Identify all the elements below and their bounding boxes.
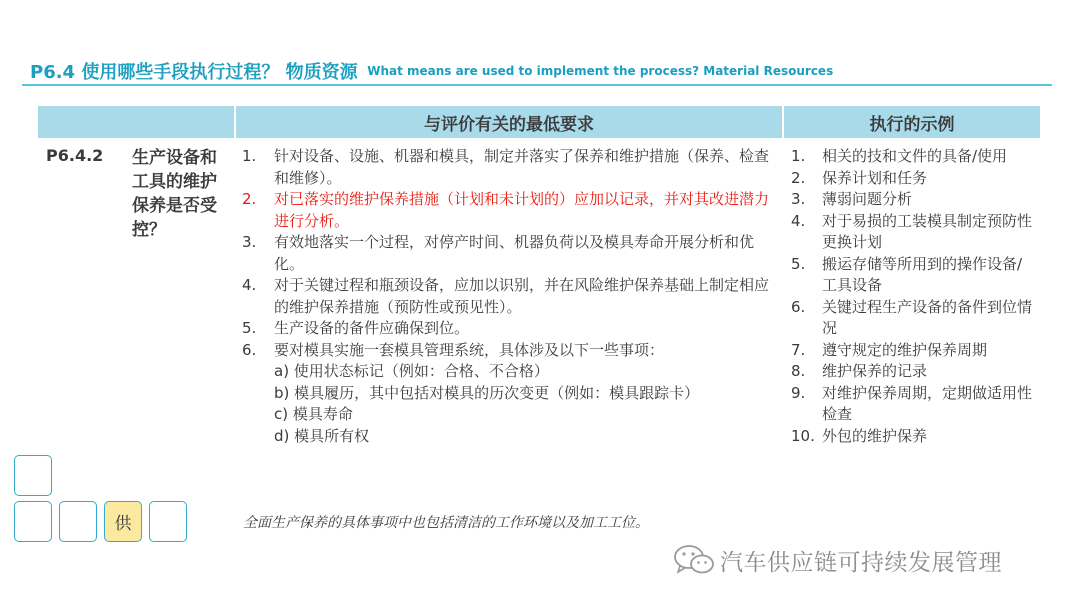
nav-box[interactable] [14,501,52,542]
watermark-text: 汽车供应链可持续发展管理 [720,549,1002,576]
title-divider [22,84,1052,86]
sub-item: c) 模具寿命 [274,405,353,423]
requirement-code: P6.4.2 [46,146,104,165]
example-item [791,297,1037,340]
wechat-icon [672,542,718,578]
item-number: 5. [791,254,806,273]
example-item [791,340,1037,362]
requirement-question: 生产设备和工具的维护保养是否受控？ [132,148,217,240]
item-text: 维护保养的记录 [822,362,928,380]
item-text: 生产设备的备件应确保到位。 [274,319,470,337]
example-item [791,361,1037,383]
title-english: What means are used to implement the process? Material Resources [367,64,834,78]
nav-box-supplier[interactable]: 供 [104,501,142,542]
item-number: 5. [242,319,257,337]
item-number: 3. [791,190,806,208]
nav-box[interactable] [149,501,187,542]
item-text: 对已落实的维护保养措施（计划和未计划的）应加以记录，并对其改进潜力进行分析。 [274,190,770,230]
table-header-left [38,106,234,138]
item-text: 要对模具实施一套模具管理系统，具体涉及以下一些事项： [274,340,665,359]
sub-item: b) 模具履历，其中包括对模具的历次变更（例如：模具跟踪卡） [274,383,700,402]
item-text: 对于易损的工装模具制定预防性更换计划 [822,211,1033,251]
item-text: 外包的维护保养 [822,426,928,445]
item-text: 对于关键过程和瓶颈设备，应加以识别，并在风险维护保养基础上制定相应的维护保养措施（预防性或预见性）。 [274,276,770,316]
item-number: 6. [242,340,257,359]
item-text: 关键过程生产设备的备件到位情况 [822,297,1033,337]
requirement-item-highlighted [242,189,778,232]
item-number: 1. [242,147,257,165]
item-text: 遵守规定的维护保养周期 [822,340,988,359]
example-item [791,211,1037,254]
item-number: 1. [791,147,806,165]
example-item [791,426,1037,448]
example-item [791,168,1037,190]
item-number: 9. [791,383,806,402]
item-number: 6. [791,297,806,316]
examples-list [791,146,1037,447]
item-number: 2. [242,190,257,208]
item-number: 10. [791,426,815,445]
watermark [672,542,1002,578]
requirement-item [242,275,778,318]
nav-box[interactable] [59,501,97,542]
example-item [791,254,1037,297]
footnote: 全面生产保养的具体事项中也包括清洁的工作环境以及加工工位。 [243,515,649,531]
nav-box[interactable] [14,455,52,496]
table-header-examples: 执行的示例 [784,106,1040,138]
page-title [30,58,833,84]
sub-item: a) 使用状态标记（例如：合格、不合格） [274,362,549,380]
tool-management-sublist [242,361,778,447]
requirements-list [242,146,778,447]
item-text: 搬运存储等所用到的操作设备/工具设备 [822,254,1023,294]
requirement-item [242,232,778,275]
example-item [791,189,1037,211]
sub-item: d) 模具所有权 [274,426,370,445]
item-text: 有效地落实一个过程，对停产时间、机器负荷以及模具寿命开展分析和优化。 [274,233,755,273]
item-number: 4. [791,211,806,230]
table-header-requirements: 与评价有关的最低要求 [236,106,782,138]
item-text: 薄弱问题分析 [822,190,913,208]
example-item [791,146,1037,168]
item-text: 相关的技和文件的具备/使用 [822,147,1008,165]
item-number: 2. [791,168,806,187]
item-number: 8. [791,362,806,380]
requirement-item [242,146,778,189]
example-item [791,383,1037,426]
item-number: 7. [791,340,806,359]
item-text: 针对设备、设施、机器和模具，制定并落实了保养和维护措施（保养、检查和维修）。 [274,147,770,187]
item-text: 保养计划和任务 [822,168,928,187]
requirement-item [242,340,778,448]
requirement-item [242,318,778,340]
title-chinese: P6.4 使用哪些手段执行过程？ 物质资源 [30,62,358,83]
item-number: 4. [242,276,257,294]
item-number: 3. [242,233,257,251]
item-text: 对维护保养周期，定期做适用性检查 [822,383,1033,423]
